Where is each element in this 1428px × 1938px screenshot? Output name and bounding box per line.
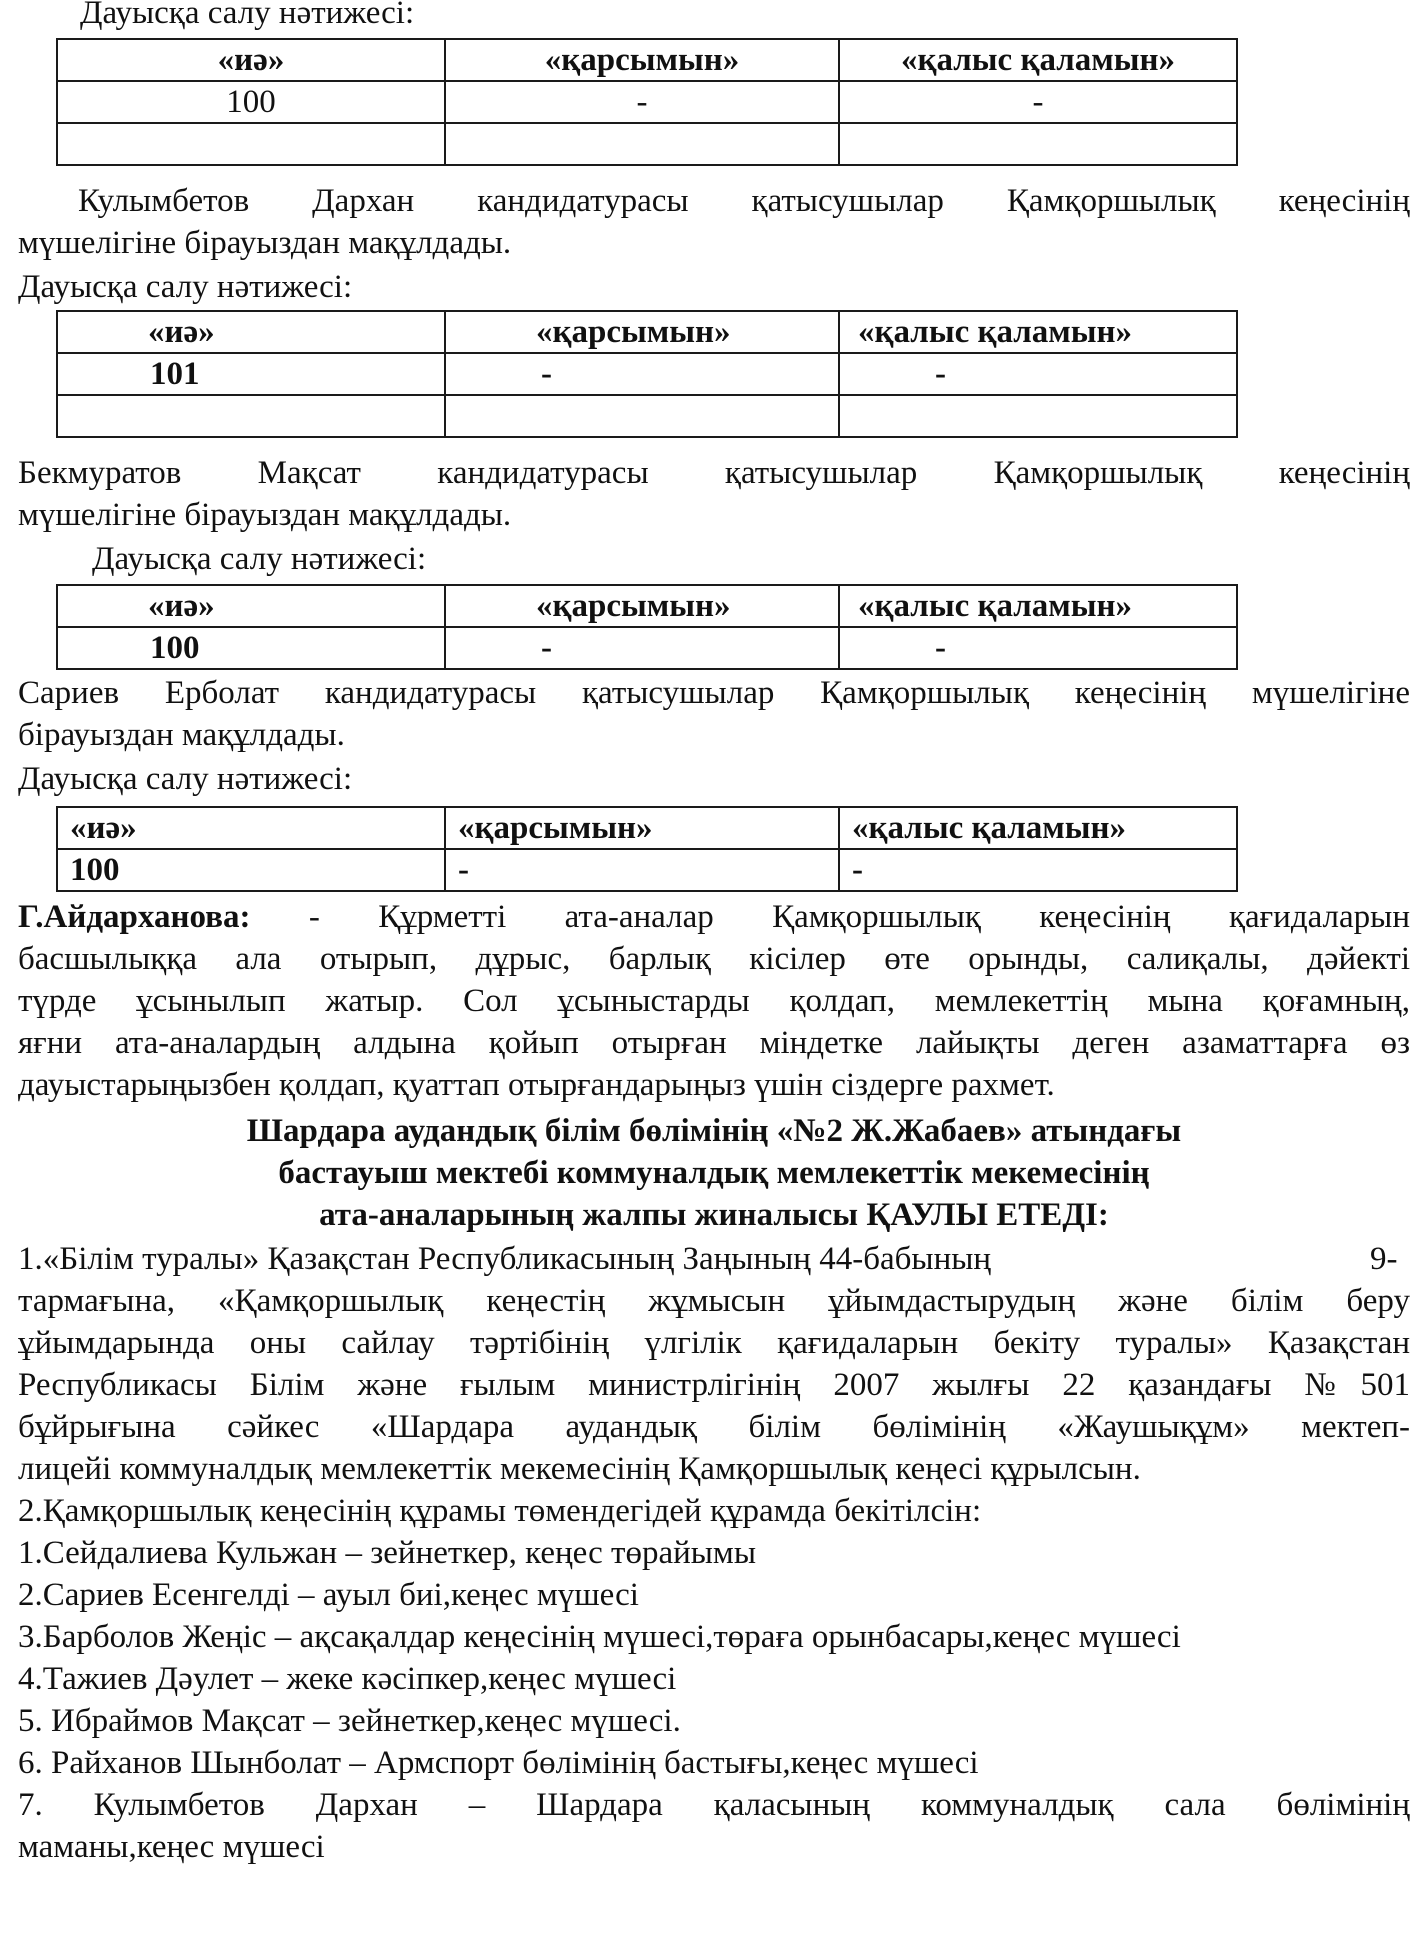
value-abstain: - xyxy=(839,81,1237,123)
vote-table xyxy=(56,806,1238,892)
speech-first-line xyxy=(18,896,1410,938)
approval-text: Бекмуратов Мақсат кандидатурасы қатысушылар Қамқоршылық кеңесінің xyxy=(18,455,1410,491)
approval-text: Сариев Ерболат кандидатурасы қатысушылар Қамқоршылық кеңесінің мүшелігіне xyxy=(18,675,1410,711)
empty-cell xyxy=(57,123,445,165)
member-item: 7. Кулымбетов Дархан – Шардара қаласының коммуналдық сала бөлімінің xyxy=(18,1787,1410,1823)
approval-text: мүшелігіне бірауыздан мақұлдады. xyxy=(18,497,512,533)
empty-cell xyxy=(839,123,1237,165)
speaker-name: Г.Айдарханова: xyxy=(18,899,251,935)
vote-label: Дауысқа салу нәтижесі: xyxy=(92,541,427,577)
col-header-yes: «иә» xyxy=(57,807,445,849)
vote-label: Дауысқа салу нәтижесі: xyxy=(80,0,415,31)
member-item: 3.Барболов Жеңіс – ақсақалдар кеңесінің мүшесі,төраға орынбасары,кеңес мүшесі xyxy=(18,1619,1181,1655)
empty-cell xyxy=(839,395,1237,437)
resolution-item: 2.Қамқоршылық кеңесінің құрамы төмендегідей құрамда бекітілсін: xyxy=(18,1493,982,1529)
value-abstain: - xyxy=(839,627,1237,669)
member-item: 2.Сариев Есенгелді – ауыл биі,кеңес мүшесі xyxy=(18,1577,639,1613)
col-header-abstain: «қалыс қаламын» xyxy=(839,39,1237,81)
col-header-yes: «иә» xyxy=(57,39,445,81)
vote-label: Дауысқа салу нәтижесі: xyxy=(18,269,353,305)
approval-text: мүшелігіне бірауыздан мақұлдады. xyxy=(18,225,512,261)
value-against: - xyxy=(445,81,839,123)
resolution-heading: бастауыш мектебі коммуналдық мемлекеттік мекемесінің xyxy=(278,1155,1150,1191)
vote-label: Дауысқа салу нәтижесі: xyxy=(18,761,353,797)
value-against: - xyxy=(445,353,839,395)
empty-cell xyxy=(57,395,445,437)
member-item: 1.Сейдалиева Кульжан – зейнеткер, кеңес төрайымы xyxy=(18,1535,756,1571)
vote-table xyxy=(56,310,1238,438)
vote-table xyxy=(56,38,1238,166)
value-yes: 100 xyxy=(57,627,445,669)
col-header-against: «қарсымын» xyxy=(445,39,839,81)
speech-text: дауыстарыңызбен қолдап, қуаттап отырғандарыңыз үшін сіздерге рахмет. xyxy=(18,1067,1055,1103)
col-header-yes: «иә» xyxy=(57,311,445,353)
resolution-item: 1.«Білім туралы» Қазақстан Республикасының Заңының 44-бабының xyxy=(18,1241,992,1277)
col-header-abstain: «қалыс қаламын» xyxy=(839,585,1237,627)
resolution-item: 9- xyxy=(1370,1241,1398,1277)
resolution-heading: ата-аналарының жалпы жиналысы ҚАУЛЫ ЕТЕДІ: xyxy=(319,1197,1109,1233)
col-header-yes: «иә» xyxy=(57,585,445,627)
member-item: 5. Ибраймов Мақсат – зейнеткер,кеңес мүшесі. xyxy=(18,1703,681,1739)
resolution-item: ұйымдарында оны сайлау тәртібінің үлгілік қағидаларын бекіту туралы» Қазақстан xyxy=(18,1325,1410,1361)
resolution-item: Республикасы Білім және ғылым министрлігінің 2007 жылғы 22 қазандағы №501 xyxy=(18,1367,1410,1403)
col-header-against: «қарсымын» xyxy=(445,311,839,353)
member-item: 6. Райханов Шынболат – Армспорт бөлімінің бастығы,кеңес мүшесі xyxy=(18,1745,979,1781)
value-yes: 100 xyxy=(57,849,445,891)
approval-text: бірауыздан мақұлдады. xyxy=(18,717,345,753)
resolution-heading: Шардара аудандық білім бөлімінің «№2 Ж.Жабаев» атындағы xyxy=(246,1113,1182,1149)
empty-cell xyxy=(445,395,839,437)
col-header-against: «қарсымын» xyxy=(445,585,839,627)
col-header-abstain: «қалыс қаламын» xyxy=(839,311,1237,353)
empty-cell xyxy=(445,123,839,165)
value-abstain: - xyxy=(839,849,1237,891)
resolution-item: бұйрығына сәйкес «Шардара аудандық білім бөлімінің «Жаушықұм» мектеп- xyxy=(18,1409,1410,1445)
value-yes: 101 xyxy=(57,353,445,395)
value-against: - xyxy=(445,627,839,669)
member-item: маманы,кеңес мүшесі xyxy=(18,1829,325,1865)
approval-text: Кулымбетов Дархан кандидатурасы қатысушылар Қамқоршылық кеңесінің xyxy=(78,183,1410,219)
speech-text: яғни ата-аналардың алдына қойып отырған міндетке лайықты деген азаматтарға өз xyxy=(18,1025,1410,1061)
member-item: 4.Тажиев Дәулет – жеке кәсіпкер,кеңес мүшесі xyxy=(18,1661,677,1697)
speech-text: - Құрметті ата-аналар Қамқоршылық кеңесінің қағидаларын xyxy=(250,899,1410,935)
speech-text: түрде ұсынылып жатыр. Сол ұсыныстарды қолдап, мемлекеттің мына қоғамның, xyxy=(18,983,1410,1019)
resolution-item: лицейі коммуналдық мемлекеттік мекемесінің Қамқоршылық кеңесі құрылсын. xyxy=(18,1451,1141,1487)
col-header-abstain: «қалыс қаламын» xyxy=(839,807,1237,849)
vote-table xyxy=(56,584,1238,670)
value-yes: 100 xyxy=(57,81,445,123)
col-header-against: «қарсымын» xyxy=(445,807,839,849)
value-abstain: - xyxy=(839,353,1237,395)
resolution-item: тармағына, «Қамқоршылық кеңестің жұмысын ұйымдастырудың және білім беру xyxy=(18,1283,1410,1319)
speech-text: басшылыққа ала отырып, дұрыс, барлық кісілер өте орынды, салиқалы, дәйекті xyxy=(18,941,1410,977)
value-against: - xyxy=(445,849,839,891)
